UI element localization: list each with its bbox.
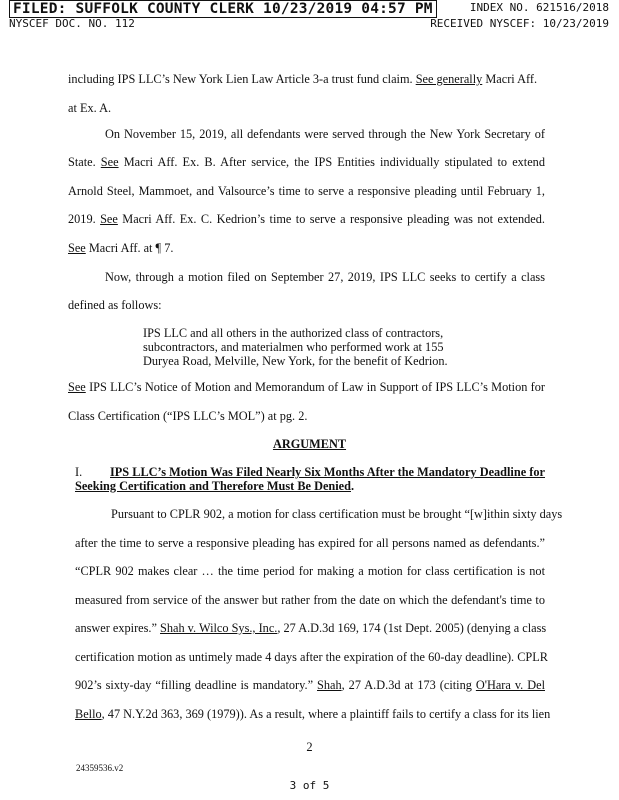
- document-id: 24359536.v2: [76, 763, 124, 773]
- quote-line-1: IPS LLC and all others in the authorized class of contractors,: [143, 326, 444, 340]
- paragraph-2-line-1: On November 15, 2019, all defendants were served through the New York Secretary of: [105, 127, 545, 141]
- paragraph-2-line-3: Arnold Steel, Mammoet, and Valsource’s time to serve a responsive pleading until February 1,: [68, 184, 545, 198]
- paragraph-5-line-3: “CPLR 902 makes clear … the time period for making a motion for class certification is not: [75, 564, 545, 578]
- argument-heading: ARGUMENT: [272, 437, 347, 451]
- paragraph-4-line-2: Class Certification (“IPS LLC’s MOL”) at pg. 2.: [68, 409, 308, 423]
- section-number: I.: [75, 465, 83, 479]
- paragraph-5-line-8: Bello, 47 N.Y.2d 363, 369 (1979)). As a result, where a plaintiff fails to certify a class for its lien: [75, 707, 551, 721]
- paragraph-5-line-6: certification motion as untimely made 4 days after the expiration of the 60-day deadline). CPLR: [75, 650, 548, 664]
- section-heading-line-1: IPS LLC’s Motion Was Filed Nearly Six Months After the Mandatory Deadline for: [110, 465, 545, 479]
- paragraph-5-line-1: Pursuant to CPLR 902, a motion for class certification must be brought “[w]ithin sixty days: [111, 507, 563, 521]
- nyscef-doc-number: NYSCEF DOC. NO. 112: [9, 17, 135, 30]
- index-number: INDEX NO. 621516/2018: [469, 1, 609, 14]
- paragraph-5-line-5: answer expires.” Shah v. Wilco Sys., Inc., 27 A.D.3d 169, 174 (1st Dept. 2005) (denying a class: [75, 621, 547, 635]
- quote-line-3: Duryea Road, Melville, New York, for the benefit of Kedrion.: [143, 354, 448, 368]
- paragraph-3-line-1: Now, through a motion filed on September 27, 2019, IPS LLC seeks to certify a class: [105, 270, 545, 284]
- paragraph-5-line-2: after the time to serve a responsive pleading has expired for all persons named as defendants.”: [75, 536, 545, 550]
- paragraph-3-line-2: defined as follows:: [68, 298, 162, 312]
- page-number: 2: [306, 740, 313, 754]
- paragraph-2-line-5: See Macri Aff. at ¶ 7.: [68, 241, 174, 255]
- paragraph-2-line-4: 2019. See Macri Aff. Ex. C. Kedrion’s time to serve a responsive pleading was not extended.: [68, 212, 545, 226]
- paragraph-5-line-4: measured from service of the answer but rather from the date on which the defendant's time to: [75, 593, 545, 607]
- section-heading-line-2: Seeking Certification and Therefore Must Be Denied.: [75, 479, 355, 493]
- filed-banner: FILED: SUFFOLK COUNTY CLERK 10/23/2019 04:57 PM: [9, 0, 437, 18]
- paragraph-5-line-7: 902’s sixty-day “filling deadline is mandatory.” Shah, 27 A.D.3d at 173 (citing O'Hara v. Del: [75, 678, 545, 692]
- paragraph-1-line-1: including IPS LLC’s New York Lien Law Article 3-a trust fund claim. See generally Macri Aff.: [68, 72, 538, 86]
- page-of-count: 3 of 5: [289, 779, 330, 792]
- received-date: RECEIVED NYSCEF: 10/23/2019: [430, 17, 609, 30]
- paragraph-1-line-2: at Ex. A.: [68, 101, 112, 115]
- paragraph-2-line-2: State. See Macri Aff. Ex. B. After service, the IPS Entities individually stipulated to extend: [68, 155, 545, 169]
- paragraph-4-line-1: See IPS LLC’s Notice of Motion and Memorandum of Law in Support of IPS LLC’s Motion for: [68, 380, 545, 394]
- quote-line-2: subcontractors, and materialmen who performed work at 155: [143, 340, 444, 354]
